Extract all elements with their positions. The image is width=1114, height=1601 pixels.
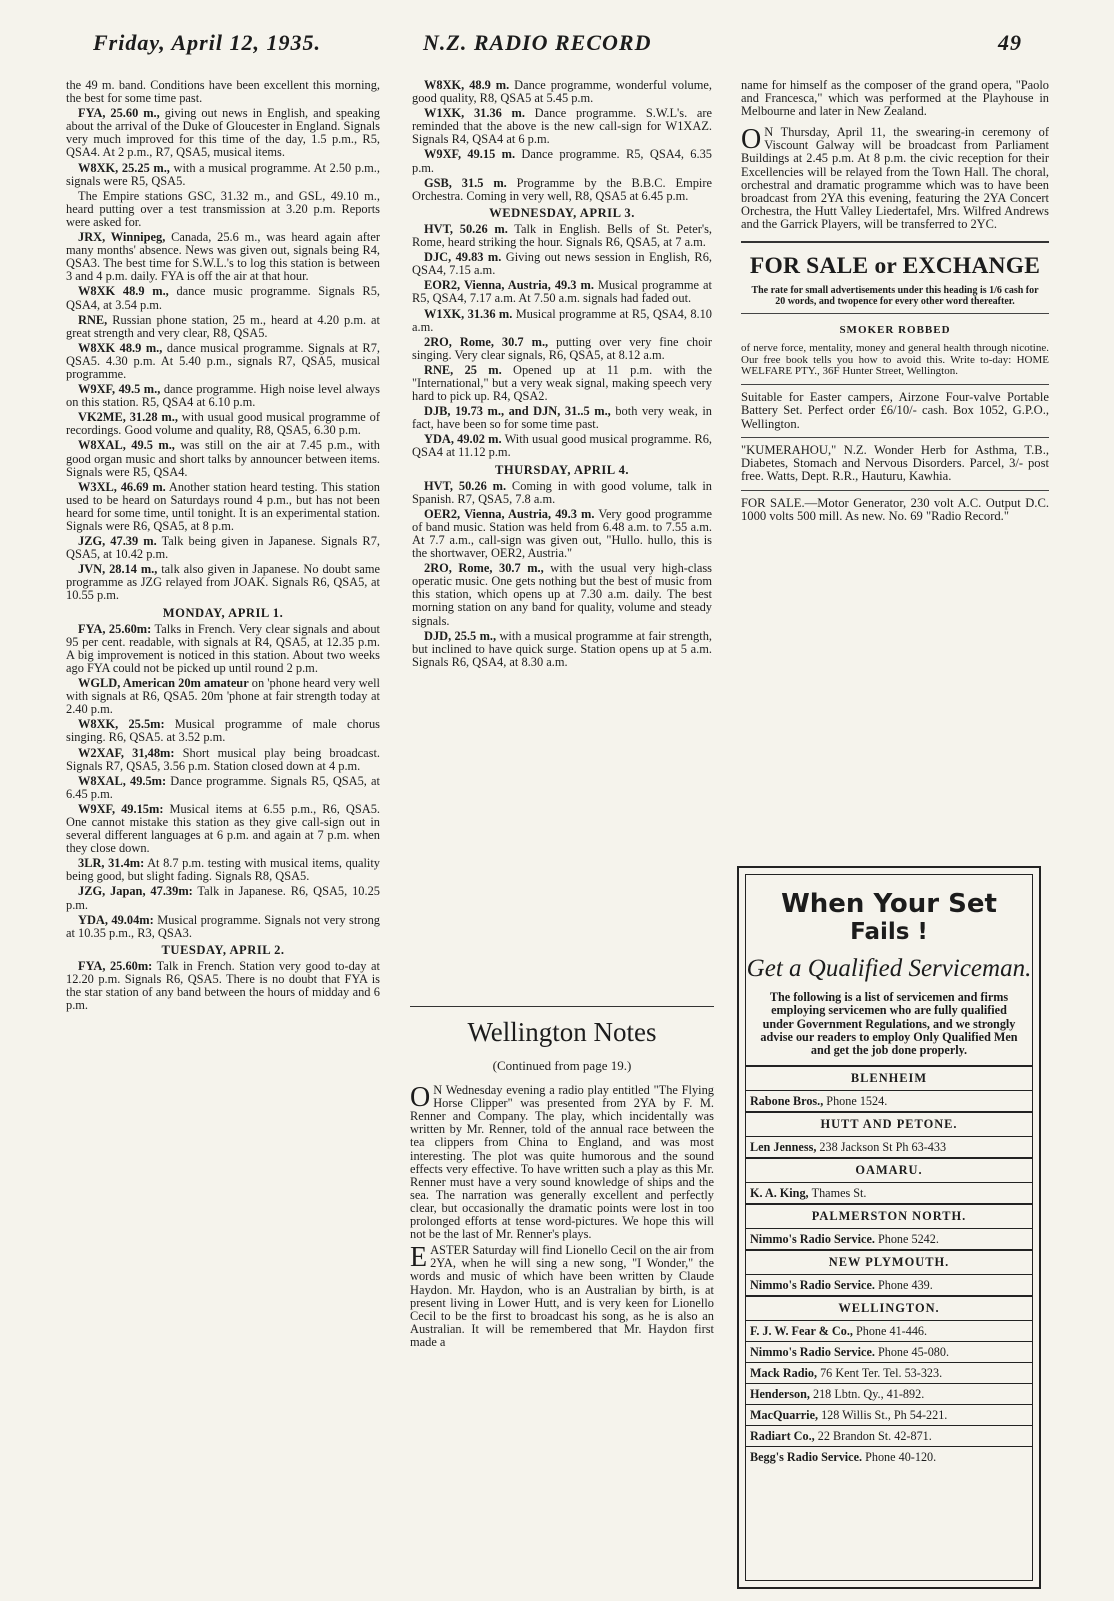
station-callsign: W9XF, 49.5 m.,	[78, 382, 161, 397]
log-entry	[412, 630, 712, 669]
log-entry	[412, 148, 712, 174]
divider	[741, 437, 1049, 438]
divider	[741, 490, 1049, 491]
log-entry-text: Talk being given in Japanese. Signals R7, QSA5, at 10.42 p.m.	[66, 534, 380, 562]
log-entry	[66, 107, 380, 159]
station-callsign: W8XK, 48.9 m.	[424, 79, 510, 92]
station-callsign: W2XAF, 31,48m:	[78, 745, 175, 760]
region-heading: NEW PLYMOUTH.	[746, 1249, 1032, 1274]
log-entry-text: with a musical programme. At 2.50 p.m., signals were R5, QSA5.	[66, 160, 380, 188]
log-entry-text: Talks in French. Very clear signals and about 95 per cent. readable, with signals at R4, QSA5, at 12.35 p.m. A big improvement is noticed in this station. About two weeks ago FYA could not be picked up until round 2 p.m.	[66, 621, 380, 675]
log-entry	[412, 177, 712, 203]
wellington-para-2: EASTER Saturday will find Lionello Cecil on the air from 2YA, when he will sing a new song, "I Wonder," the words and music of which have been written by Claude Haydon. Mr. Haydon, who is an Australian by birth, is at present living in Lower Hutt, and is very keen for Lionello Cecil to be the first to broadcast his song, as he is also an Australian. It will be remembered that Mr. Haydon first made a	[410, 1242, 714, 1349]
firm-name: Len Jenness,	[750, 1140, 820, 1155]
log-entry-text: Talk in Japanese. R6, QSA5, 10.25 p.m.	[66, 884, 380, 912]
smoker-ad-title: SMOKER ROBBED	[839, 324, 951, 337]
log-entry	[66, 439, 380, 478]
log-entry	[66, 747, 380, 773]
station-callsign: W3XL, 46.69 m.	[78, 479, 166, 494]
log-entry	[66, 342, 380, 381]
log-entry-text: dance musical programme. Signals at R7, QSA5. 4.30 p.m. At 5.40 p.m., signals R7, QSA5, musical programme.	[66, 340, 380, 381]
log-entry-text: putting over very fine choir singing. Very clear signals, R6, QSA5, at 8.12 a.m.	[412, 334, 712, 362]
log-entry-text: Musical programme of male chorus singing. R6, QSA5. at 3.52 p.m.	[66, 717, 380, 745]
log-entry	[66, 231, 380, 283]
log-entry-text: Opened up at 11 p.m. with the "International," but a very weak signal, making speech very hard to pick up. R4, QSA2.	[412, 362, 712, 404]
station-callsign: DJD, 25.5 m.,	[424, 628, 497, 643]
serviceman-entry	[746, 1090, 1032, 1111]
drop-cap: O	[741, 124, 762, 156]
drop-cap: O	[410, 1082, 431, 1114]
serviceman-headline-2: Fails !	[850, 919, 928, 945]
firm-contact: Phone 1524.	[826, 1094, 888, 1109]
log-entry	[412, 364, 712, 403]
log-entry	[412, 508, 712, 560]
log-entry-text: giving out news in English, and speaking about the arrival of the Duke of Gloucester in England. Signals very much improved for this time of the day, 1.5 p.m., R5, QSA4. At 2 p.m., R7, QSA5, musical items.	[66, 106, 380, 160]
firm-contact: 76 Kent Ter. Tel. 53-323.	[820, 1366, 943, 1381]
column-2-shortwave-log	[412, 79, 712, 977]
firm-name: Mack Radio,	[750, 1366, 821, 1381]
log-entry	[412, 251, 712, 277]
wellington-notes-title: Wellington Notes	[467, 1017, 657, 1047]
firm-contact: Phone 439.	[877, 1278, 933, 1293]
log-entry	[412, 480, 712, 506]
log-entry-text: Programme by the B.B.C. Empire Orchestra. Coming in very well, R8, QSA5 at 6.45 p.m.	[412, 175, 712, 203]
station-callsign: 2RO, Rome, 30.7 m.,	[424, 561, 544, 576]
log-entry	[66, 535, 380, 561]
log-entry	[412, 223, 712, 249]
serviceman-entry	[746, 1383, 1032, 1404]
log-entry-text: was still on the air at 7.45 p.m., with good organ music and short talks by announcer between items. Signals were R5, QSA4.	[66, 438, 380, 479]
firm-name: K. A. King,	[750, 1186, 812, 1201]
log-entry-text: At 8.7 p.m. testing with musical items, quality being good, but slight fading. Signals R8, QSA5.	[66, 856, 380, 884]
log-entry	[66, 803, 380, 855]
log-entry	[66, 411, 380, 437]
firm-contact: Phone 40-120.	[865, 1450, 937, 1465]
serviceman-entry	[746, 1274, 1032, 1295]
log-entry	[412, 308, 712, 334]
station-callsign: FYA, 25.60m:	[78, 621, 152, 636]
log-entry-text: with the usual very high-class operatic music. One gets nothing but the best of music from this station, which opens up at 7.30 a.m. daily. The best morning station on any band for quality, volume and steady signals.	[412, 561, 712, 628]
section-divider	[741, 241, 1049, 243]
divider	[741, 384, 1049, 385]
section-divider	[410, 1006, 714, 1007]
station-callsign: JZG, 47.39 m.	[78, 534, 157, 549]
station-callsign: W8XK 48.9 m.,	[78, 340, 163, 355]
log-entry	[66, 885, 380, 911]
log-entry-text: dance programme. High noise level always on this station. R5, QSA4 at 6.10 p.m.	[66, 382, 380, 410]
station-callsign: JZG, Japan, 47.39m:	[78, 884, 193, 899]
log-entry	[66, 383, 380, 409]
classified-ad-kumerahou: "KUMERAHOU," N.Z. Wonder Herb for Asthma, T.B., Diabetes, Stomach and Nervous Disorders. Parcel, 3/- post free. Watts, Dept. R.R., Hauturu, Kawhia.	[741, 442, 1049, 484]
station-callsign: JRX, Winnipeg,	[78, 230, 166, 245]
serviceman-entry	[746, 1446, 1032, 1467]
column-1-shortwave-log	[66, 79, 380, 1597]
smoker-ad-text: of nerve force, mentality, money and general health through nicotine. Our free book tells you how to avoid this. Write to-day: HOME WELFARE PTY., 36F Hunter Street, Wellington.	[741, 342, 1049, 378]
firm-name: MacQuarrie,	[750, 1408, 822, 1423]
log-entry-text: with a musical programme at fair strength, but inclined to have quick surge. Station opens up at 5 a.m. Signals R6, QSA4, at 8.30 a.m.	[412, 628, 712, 669]
serviceman-intro: The following is a list of servicemen and firms employing servicemen who are fully qualified under Government Regulations, and we strongly advise our readers to employ Only Qualified Men and get the job done properly.	[760, 990, 1018, 1058]
station-callsign: DJB, 19.73 m., and DJN, 31..5 m.,	[424, 404, 611, 419]
station-callsign: GSB, 31.5 m.	[424, 175, 507, 190]
log-entry-text: both very weak, in fact, have been so for some time past.	[412, 404, 712, 432]
station-callsign: HVT, 50.26 m.	[424, 478, 507, 493]
log-entry	[66, 285, 380, 311]
log-entry	[412, 433, 712, 459]
firm-name: Nimmo's Radio Service.	[750, 1278, 878, 1293]
station-callsign: FYA, 25.60 m.,	[78, 106, 160, 121]
firm-contact: 22 Brandon St. 42-871.	[817, 1429, 932, 1444]
day-heading: MONDAY, APRIL 1.	[162, 605, 284, 620]
region-heading: WELLINGTON.	[746, 1295, 1032, 1320]
log-entry	[412, 279, 712, 305]
station-callsign: WGLD, American 20m amateur	[78, 676, 249, 691]
log-entry	[66, 563, 380, 602]
log-entry	[66, 162, 380, 188]
station-callsign: W1XK, 31.36 m.	[424, 106, 525, 121]
log-entry-text: Musical programme at R5, QSA4, 7.17 a.m. At 7.50 a.m. signals had faded out.	[412, 278, 712, 306]
station-callsign: JVN, 28.14 m.,	[78, 562, 158, 577]
classified-ad-motor-generator: FOR SALE.—Motor Generator, 230 volt A.C. Output D.C. 1000 volts 500 mill. As new. No. 69 "Radio Record."	[741, 495, 1049, 523]
serviceman-entry	[746, 1404, 1032, 1425]
firm-contact: Phone 41-446.	[855, 1324, 928, 1339]
log-entry	[412, 79, 712, 105]
issue-date: Friday, April 12, 1935.	[93, 30, 321, 55]
day-heading: THURSDAY, APRIL 4.	[494, 462, 630, 477]
firm-name: Radiart Co.,	[750, 1429, 818, 1444]
firm-name: Henderson,	[750, 1387, 813, 1402]
page-number: 49	[998, 30, 1022, 55]
page-header	[0, 0, 1114, 60]
log-entry-text: Dance programme. S.W.L's. are reminded that the above is the new call-sign for W1XAZ. Signals R4, QSA4 at 6 p.m.	[412, 106, 712, 147]
station-callsign: EOR2, Vienna, Austria, 49.3 m.	[424, 278, 594, 293]
publication-title: N.Z. RADIO RECORD	[423, 30, 652, 55]
firm-name: Begg's Radio Service.	[750, 1450, 866, 1465]
log-entry-text: With usual good musical programme. R6, QSA4 at 11.12 p.m.	[412, 432, 712, 460]
station-callsign: W8XK, 25.5m:	[78, 717, 165, 732]
log-entry-text: Another station heard testing. This station used to be heard on Saturdays round 4 p.m., but has not been heard for some time, until tonight. It is an experimental station. Signals were R6, QSA5, at 8 p.m.	[66, 479, 380, 533]
log-entry-text: Talk in English. Bells of St. Peter's, Rome, heard striking the hour. Signals R6, QSA5, at 7 a.m.	[412, 221, 712, 250]
firm-name: Rabone Bros.,	[750, 1094, 827, 1109]
station-callsign: W8XAL, 49.5 m.,	[78, 438, 175, 453]
serviceman-entry	[746, 1320, 1032, 1341]
day-heading: WEDNESDAY, APRIL 3.	[489, 205, 635, 220]
station-callsign: YDA, 49.02 m.	[424, 432, 502, 447]
serviceman-advertisement	[737, 866, 1041, 1589]
log-entry-text: Russian phone station, 25 m., heard at 4.20 p.m. at great strength and very clear, R8, QSA5.	[66, 312, 380, 340]
log-entry	[66, 481, 380, 533]
wellington-para-1: O N Wednesday evening a radio play entitled "The Flying Horse Clipper" was presented from 2YA by F. M. Renner and Company. The play, which incidentally was written by Mr. Renner, told of the annual race between the tea clippers from China to England, and was most interesting. The plot was quite humorous and the sound effects very effective. To have written such a play as this Mr. Renner must have a very sound knowledge of ships and the sea. The narration was generally excellent and perfectly clear, but occasionally the dramatic points were lost in too prolonged efforts at tense word-pictures. We hope this will not be the last of Mr. Renner's plays.	[410, 1082, 714, 1242]
station-callsign: W1XK, 31.36 m.	[424, 306, 513, 321]
log-entry	[66, 960, 380, 1012]
classified-ad-battery-set: Suitable for Easter campers, Airzone Four-valve Portable Battery Set. Perfect order £6/10/- cash. Box 1052, G.P.O., Wellington.	[741, 389, 1049, 431]
station-callsign: DJC, 49.83 m.	[424, 250, 502, 265]
wellington-para-3: name for himself as the composer of the grand opera, "Paolo and Francesca," which was performed at the Playhouse in Melbourne and later in New Zealand.	[741, 79, 1049, 119]
firm-contact: 128 Willis St., Ph 54-221.	[821, 1408, 948, 1423]
log-entry	[66, 623, 380, 675]
log-entry	[66, 914, 380, 940]
log-entry	[66, 314, 380, 340]
station-callsign: RNE, 25 m.	[424, 362, 502, 377]
firm-contact: Phone 45-080.	[877, 1345, 950, 1360]
region-heading: BLENHEIM	[746, 1065, 1032, 1090]
serviceman-entry	[746, 1362, 1032, 1383]
station-callsign: VK2ME, 31.28 m.,	[78, 410, 178, 425]
serviceman-entry	[746, 1182, 1032, 1203]
station-callsign: W9XF, 49.15m:	[78, 801, 164, 816]
log-entry	[66, 775, 380, 801]
log-entry-text: Short musical play being broadcast. Signals R7, QSA5, 3.56 p.m. Station closed down at 4 p.m.	[66, 745, 380, 773]
log-entry-text: Dance programme. Signals R5, QSA5, at 6.45 p.m.	[66, 773, 380, 801]
station-callsign: W9XF, 49.15 m.	[424, 147, 516, 162]
serviceman-subheadline: Get a Qualified Serviceman.	[746, 955, 1032, 982]
log-entry-text: Canada, 25.6 m., was heard again after many months' absence. News was given out, signals being R4, QSA3. The best time for S.W.L.'s to log this station is between 3 and 4 p.m. daily. FYA is off the air at that hour.	[66, 230, 380, 284]
wellington-notes-section	[410, 1000, 714, 1600]
log-entry	[66, 718, 380, 744]
log-entry	[412, 107, 712, 146]
log-entry-text: Talk in French. Station very good to-day at 12.20 p.m. Signals R6, QSA5. There is no doubt that FYA is the star station of any band between the hours of midday and 6 p.m.	[66, 958, 380, 1013]
log-entry-text: Musical items at 6.55 p.m., R6, QSA5. One cannot mistake this station as they give call-sign out in several different languages at 6 p.m. and again at 7 p.m. when they close down.	[66, 801, 380, 856]
serviceman-directory	[746, 1065, 1032, 1467]
log-entry	[66, 857, 380, 883]
log-entry-text: The Empire stations GSC, 31.32 m., and GSL, 49.10 m., heard putting over a test transmission at 3.20 p.m. Reports were asked for.	[66, 188, 380, 229]
region-heading: PALMERSTON NORTH.	[746, 1203, 1032, 1228]
day-heading: TUESDAY, APRIL 2.	[161, 942, 285, 957]
log-entry-text: Dance programme. R5, QSA4, 6.35 p.m.	[412, 147, 712, 175]
log-entry-text: Dance programme, wonderful volume, good quality, R8, QSA5 at 5.45 p.m.	[412, 79, 712, 106]
firm-name: Nimmo's Radio Service.	[750, 1345, 878, 1360]
station-callsign: W8XK, 25.25 m.,	[78, 160, 170, 175]
firm-contact: Phone 5242.	[877, 1232, 939, 1247]
continued-note: (Continued from page 19.)	[492, 1058, 632, 1073]
station-callsign: W8XK 48.9 m.,	[78, 284, 169, 299]
serviceman-entry	[746, 1341, 1032, 1362]
log-entry	[412, 562, 712, 627]
log-entry-text: with usual good musical programme of recordings. Good volume and quality, R8, QSA5, 6.30 p.m.	[66, 410, 380, 438]
station-callsign: FYA, 25.60m:	[78, 958, 153, 973]
log-entry-text: Very good programme of band music. Station was held from 6.48 a.m. to 7.55 a.m. At 7.7 a.m., call-sign was given out, "Hullo. hullo, this is the shortwaver, OER2, Austria."	[412, 506, 712, 561]
log-entry-text: Musical programme at R5, QSA4, 8.10 a.m.	[412, 306, 712, 334]
firm-name: F. J. W. Fear & Co.,	[750, 1324, 856, 1339]
log-entry-text: on 'phone heard very well with signals at R6, QSA5. 20m 'phone at fair strength today at 2.40 p.m.	[66, 676, 380, 717]
log-entry-text: Coming in with good volume, talk in Spanish. R7, QSA5, 7.8 a.m.	[412, 478, 712, 506]
log-entry	[66, 190, 380, 229]
serviceman-entry	[746, 1136, 1032, 1157]
log-entry	[66, 677, 380, 716]
wellington-para-4: O N Thursday, April 11, the swearing-in ceremony of Viscount Galway will be broadcast from Parliament Buildings at 2.45 p.m. At 8 p.m. the civic reception for their Excellencies will be relayed from the Town Hall. The choral, orchestral and dramatic programme which was to have been broadcast from 2YA this evening, featuring the 2YA Concert Orchestra, the Hutt Valley Liedertafel, Mrs. Wilfred Andrews and the Garrick Players, will be transferred to 2YC.	[741, 124, 1049, 231]
region-heading: HUTT AND PETONE.	[746, 1111, 1032, 1136]
log-entry	[66, 79, 380, 105]
station-callsign: RNE,	[78, 312, 108, 327]
station-callsign: YDA, 49.04m:	[78, 912, 154, 927]
log-entry	[412, 336, 712, 362]
firm-contact: Thames St.	[811, 1186, 867, 1201]
serviceman-entry	[746, 1228, 1032, 1249]
region-heading: OAMARU.	[746, 1157, 1032, 1182]
serviceman-headline: When Your Set	[781, 889, 997, 919]
log-entry	[412, 405, 712, 431]
for-sale-title: FOR SALE or EXCHANGE	[749, 253, 1041, 280]
firm-contact: 238 Jackson St Ph 63-433	[819, 1140, 947, 1155]
log-entry-text: talk also given in Japanese. No doubt same programme as JZG relayed from JOAK. Signals R6, QSA5, at 10.55 p.m.	[66, 562, 380, 603]
log-entry-text: the 49 m. band. Conditions have been excellent this morning, the best for some time past.	[66, 79, 380, 106]
log-entry-text: Musical programme. Signals not very strong at 10.35 p.m., R3, QSA3.	[66, 912, 380, 940]
firm-name: Nimmo's Radio Service.	[750, 1232, 878, 1247]
station-callsign: 3LR, 31.4m:	[78, 856, 145, 871]
station-callsign: HVT, 50.26 m.	[424, 221, 508, 236]
serviceman-entry	[746, 1425, 1032, 1446]
drop-cap: E	[410, 1242, 428, 1274]
station-callsign: OER2, Vienna, Austria, 49.3 m.	[424, 506, 595, 521]
log-entry-text: dance music programme. Signals R5, QSA4, at 3.54 p.m.	[66, 284, 380, 312]
station-callsign: 2RO, Rome, 30.7 m.,	[424, 334, 549, 349]
firm-contact: 218 Lbtn. Qy., 41-892.	[812, 1387, 925, 1402]
classified-rate: The rate for small advertisements under this heading is 1/6 cash for 20 words, and twopence for every other word thereafter.	[751, 285, 1039, 308]
divider	[741, 313, 1049, 314]
station-callsign: W8XAL, 49.5m:	[78, 773, 167, 788]
log-entry-text: Giving out news session in English, R6, QSA4, 7.15 a.m.	[412, 250, 712, 278]
serviceman-inner-frame	[745, 874, 1033, 1581]
